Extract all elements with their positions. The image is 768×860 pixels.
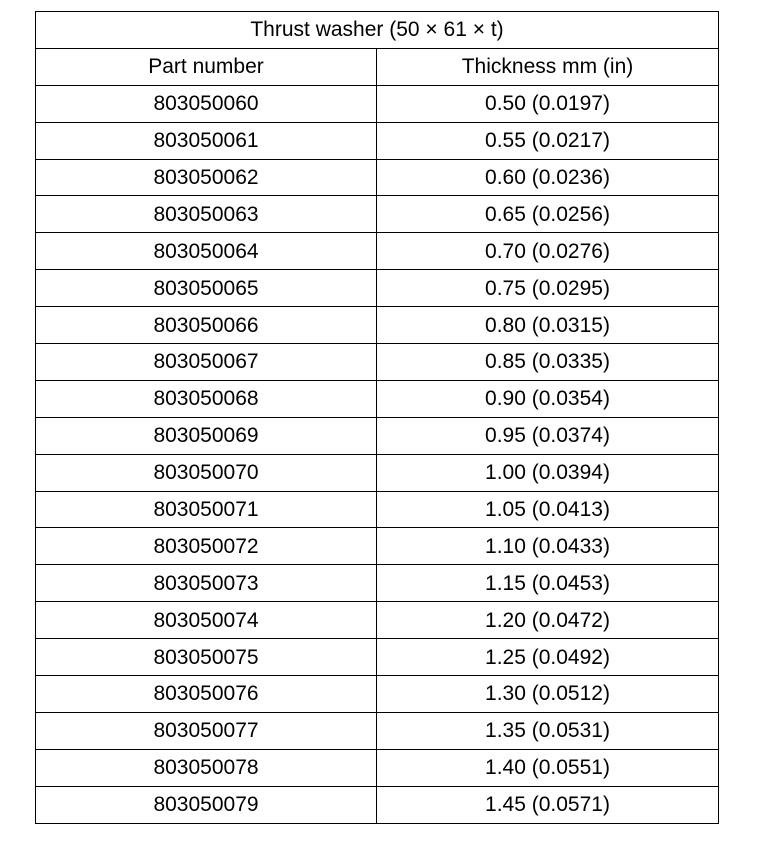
- table-row: [36, 602, 719, 639]
- thickness-cell: 0.70 (0.0276): [377, 233, 719, 270]
- table-row: [36, 196, 719, 233]
- part-number-cell: 803050068: [36, 380, 377, 417]
- table-row: [36, 712, 719, 749]
- thickness-cell: 0.65 (0.0256): [377, 196, 719, 233]
- thickness-cell: 1.00 (0.0394): [377, 454, 719, 491]
- thickness-header: Thickness mm (in): [377, 48, 719, 85]
- table-row: [36, 528, 719, 565]
- part-number-cell: 803050066: [36, 307, 377, 344]
- part-number-cell: 803050072: [36, 528, 377, 565]
- part-number-cell: 803050061: [36, 122, 377, 159]
- thickness-cell: 1.10 (0.0433): [377, 528, 719, 565]
- table-row: [36, 122, 719, 159]
- thrust-washer-table: [35, 11, 719, 824]
- part-number-cell: 803050067: [36, 344, 377, 381]
- part-number-cell: 803050064: [36, 233, 377, 270]
- thickness-cell: 0.85 (0.0335): [377, 344, 719, 381]
- table-row: [36, 786, 719, 823]
- thickness-cell: 0.95 (0.0374): [377, 417, 719, 454]
- table-row: [36, 417, 719, 454]
- part-number-cell: 803050077: [36, 712, 377, 749]
- part-number-cell: 803050078: [36, 749, 377, 786]
- part-number-cell: 803050060: [36, 85, 377, 122]
- thickness-cell: 1.40 (0.0551): [377, 749, 719, 786]
- table-row: [36, 749, 719, 786]
- thickness-cell: 1.05 (0.0413): [377, 491, 719, 528]
- table-title: Thrust washer (50 × 61 × t): [36, 12, 719, 49]
- table-row: [36, 270, 719, 307]
- part-number-cell: 803050074: [36, 602, 377, 639]
- table-row: [36, 639, 719, 676]
- part-number-cell: 803050069: [36, 417, 377, 454]
- thickness-cell: 1.20 (0.0472): [377, 602, 719, 639]
- part-number-cell: 803050070: [36, 454, 377, 491]
- table-body: [36, 85, 719, 823]
- part-number-cell: 803050071: [36, 491, 377, 528]
- part-number-cell: 803050062: [36, 159, 377, 196]
- table-head: [36, 12, 719, 86]
- table-row: [36, 159, 719, 196]
- thickness-cell: 0.80 (0.0315): [377, 307, 719, 344]
- thickness-cell: 1.15 (0.0453): [377, 565, 719, 602]
- part-number-header: Part number: [36, 48, 377, 85]
- table-row: [36, 233, 719, 270]
- thickness-cell: 1.45 (0.0571): [377, 786, 719, 823]
- table-row: [36, 344, 719, 381]
- part-number-cell: 803050075: [36, 639, 377, 676]
- thickness-cell: 1.30 (0.0512): [377, 676, 719, 713]
- thickness-cell: 0.60 (0.0236): [377, 159, 719, 196]
- thickness-cell: 0.75 (0.0295): [377, 270, 719, 307]
- part-number-cell: 803050065: [36, 270, 377, 307]
- table-row: [36, 85, 719, 122]
- thickness-cell: 1.25 (0.0492): [377, 639, 719, 676]
- part-number-cell: 803050076: [36, 676, 377, 713]
- thickness-cell: 0.90 (0.0354): [377, 380, 719, 417]
- table-row: [36, 676, 719, 713]
- part-number-cell: 803050079: [36, 786, 377, 823]
- thickness-cell: 0.50 (0.0197): [377, 85, 719, 122]
- thickness-cell: 1.35 (0.0531): [377, 712, 719, 749]
- title-row: [36, 12, 719, 49]
- table-row: [36, 307, 719, 344]
- part-number-cell: 803050063: [36, 196, 377, 233]
- table-row: [36, 454, 719, 491]
- table-row: [36, 380, 719, 417]
- table-row: [36, 565, 719, 602]
- part-number-cell: 803050073: [36, 565, 377, 602]
- table-row: [36, 491, 719, 528]
- header-row: [36, 48, 719, 85]
- thickness-cell: 0.55 (0.0217): [377, 122, 719, 159]
